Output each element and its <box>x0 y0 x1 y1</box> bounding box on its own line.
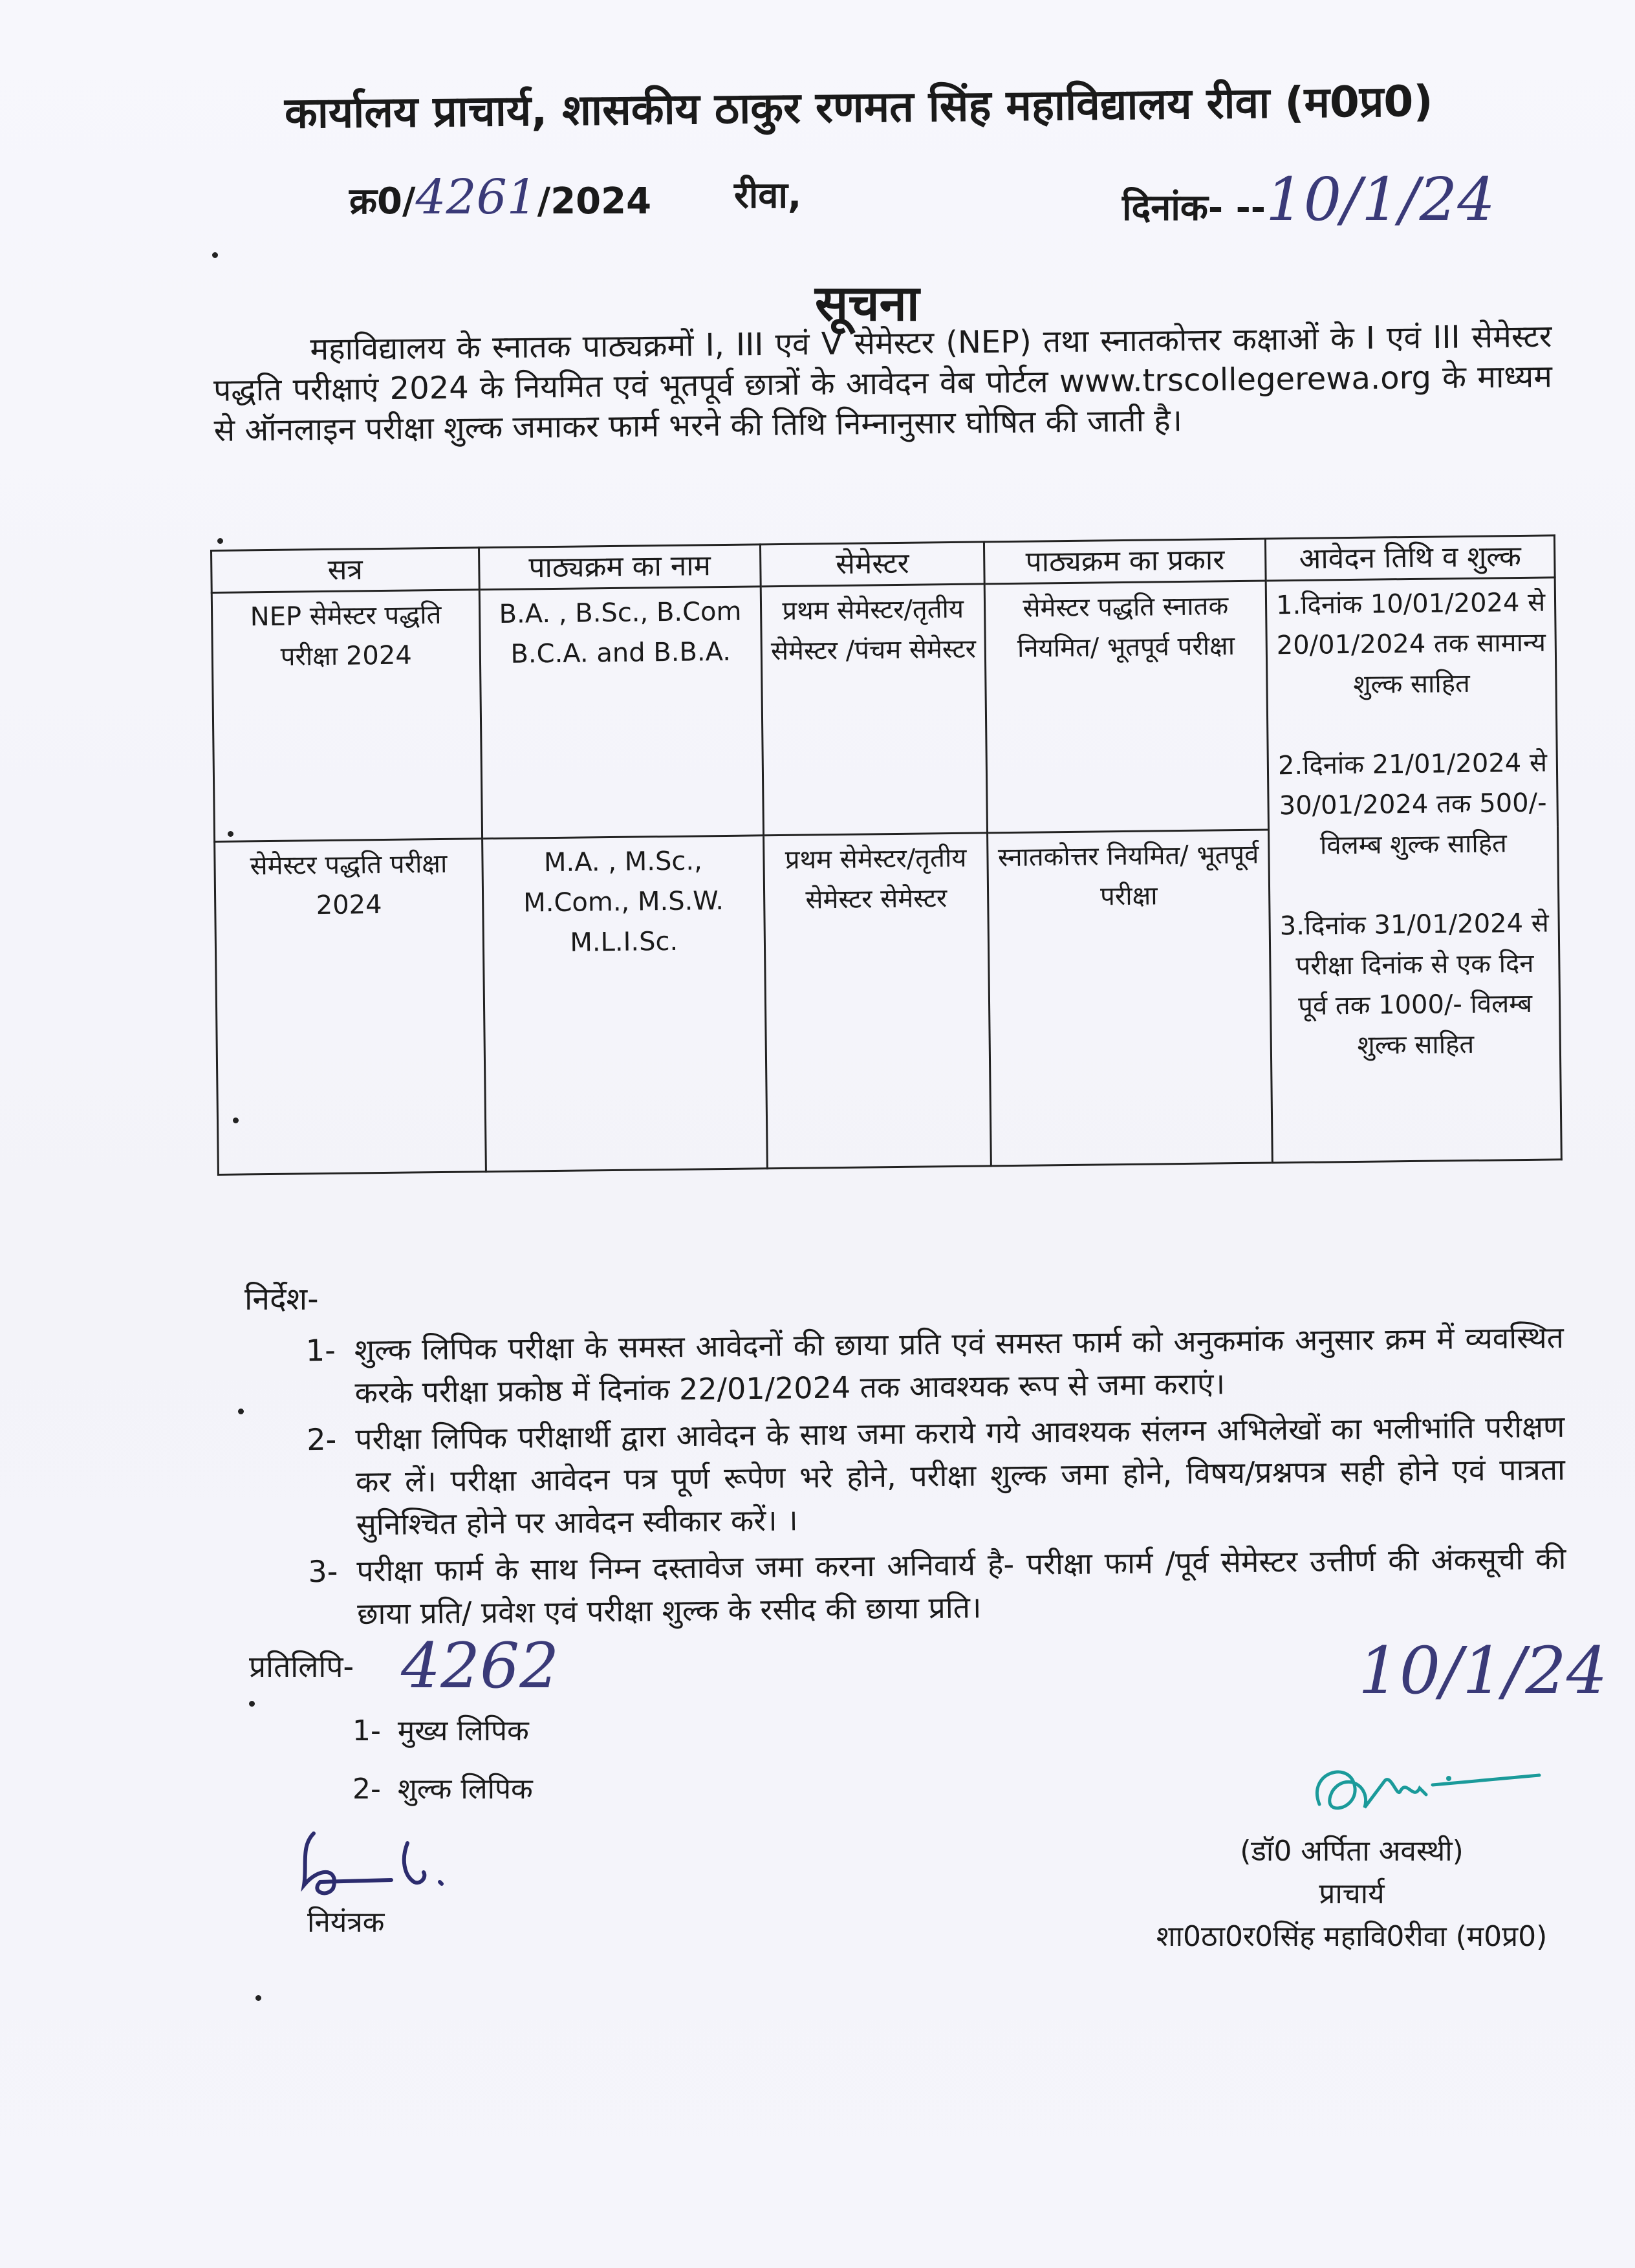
table-row <box>211 578 1557 842</box>
directive-number: 2- <box>307 1421 337 1458</box>
schedule-table <box>210 534 1563 1176</box>
principal-block <box>1145 1830 1559 1958</box>
copy-recipients <box>352 1702 533 1819</box>
directive-text: परीक्षा फार्म के साथ निम्न दस्तावेज जमा करना अनिवार्य है- परीक्षा फार्म /पूर्व सेमेस्टर उत्तीर्ण की अंकसूची की छाया प्रति/ प्रवेश एवं परीक्षा शुल्क के रसीद की छाया प्रति। <box>356 1540 1566 1632</box>
punch-mark <box>228 831 233 837</box>
reference-number <box>349 169 651 225</box>
cell-semester: प्रथम सेमेस्टर/तृतीय सेमेस्टर सेमेस्टर <box>764 833 991 1169</box>
controller-signature <box>294 1820 514 1905</box>
cell-session: NEP सेमेस्टर पद्धति परीक्षा 2024 <box>211 590 482 842</box>
date-label: दिनांक- -- <box>1122 187 1266 229</box>
directive-item <box>308 1537 1566 1636</box>
place: रीवा, <box>734 175 802 217</box>
deadline-item: 3.दिनांक 31/01/2024 से परीक्षा दिनांक से एक दिन पूर्व तक 1000/- विलम्ब शुल्क साहित <box>1279 908 1550 1061</box>
directive-number: 3- <box>308 1553 338 1590</box>
list-item <box>352 1702 533 1760</box>
reference-handwritten: 4261 <box>415 169 537 225</box>
cell-course: M.A. , M.Sc., M.Com., M.S.W. M.L.I.Sc. <box>482 836 767 1172</box>
copy-number-handwritten: 4262 <box>401 1630 559 1702</box>
principal-designation: प्राचार्य <box>1319 1877 1385 1910</box>
deadline-item: 1.दिनांक 10/01/2024 से 20/01/2024 तक सामान्य शुल्क साहित <box>1275 587 1546 700</box>
directive-text: शुल्क लिपिक परीक्षा के समस्त आवेदनों की छाया प्रति एवं समस्त फार्म को अनुकमांक अनुसार क्रम में व्यवस्थित करके परीक्षा प्रकोष्ठ में दिनांक 22/01/2024 तक आवश्यक रूप से जमा कराएं। <box>354 1319 1565 1410</box>
reference-suffix: /2024 <box>537 180 652 222</box>
reference-prefix: क्र0/ <box>349 180 416 222</box>
punch-mark <box>212 252 218 258</box>
office-title: कार्यालय प्राचार्य, शासकीय ठाकुर रणमत सिंह महाविद्यालय रीवा (म0प्र0) <box>284 76 1433 138</box>
directives-title: निर्देश- <box>244 1281 319 1317</box>
cell-course: B.A. , B.Sc., B.Com B.C.A. and B.B.A. <box>479 587 763 839</box>
recipient-number: 1- <box>352 1714 381 1747</box>
date-line <box>1122 165 1495 234</box>
punch-mark <box>255 1995 261 2001</box>
directive-number: 1- <box>305 1332 336 1368</box>
directives-list <box>306 1316 1567 1639</box>
column-header-date-fee: आवेदन तिथि व शुल्क <box>1266 535 1555 581</box>
directive-text: परीक्षा लिपिक परीक्षार्थी द्वारा आवेदन के साथ जमा कराये गये आवश्यक संलग्न अभिलेखों का भलीभांति परीक्षण कर लें। परीक्षा आवेदन पत्र पूर्ण रूपेण भरे होने, परीक्षा शुल्क जमा होने, विषय/प्रश्नपत्र सही होने एवं पात्रता सुनिश्चित होने पर आवेदन स्वीकार करें। । <box>355 1409 1566 1542</box>
cell-semester: प्रथम सेमेस्टर/तृतीय सेमेस्टर /पंचम सेमेस्टर <box>761 584 988 836</box>
cell-course-type: स्नातकोत्तर नियमित/ भूतपूर्व परीक्षा <box>988 830 1273 1166</box>
directive-item <box>307 1405 1566 1546</box>
principal-signature <box>1294 1746 1552 1837</box>
list-item <box>352 1760 533 1819</box>
punch-mark <box>238 1409 244 1414</box>
cell-deadlines <box>1266 578 1561 1163</box>
recipient-number: 2- <box>352 1773 381 1806</box>
deadline-item: 2.दिनांक 21/01/2024 से 30/01/2024 तक 500/- विलम्ब शुल्क साहित <box>1277 748 1548 861</box>
punch-mark <box>249 1701 255 1707</box>
directive-item <box>306 1316 1565 1414</box>
cell-session: सेमेस्टर पद्धति परीक्षा 2024 <box>215 839 486 1175</box>
intro-paragraph: महाविद्यालय के स्नातक पाठ्यक्रमों I, III एवं V सेमेस्टर (NEP) तथा स्नातकोत्तर कक्षाओं के I एवं III सेमेस्टर पद्धति परीक्षाएं 2024 के नियमित एवं भूतपूर्व छात्रों के आवेदन वेब पोर्टल www.trscollegerewa.org के माध्यम से ऑनलाइन परीक्षा शुल्क जमाकर फार्म भरने की तिथि निम्नानुसार घोषित की जाती है। <box>213 318 1553 449</box>
principal-name: (डॉ0 अर्पिता अवस्थी) <box>1240 1835 1464 1868</box>
punch-mark <box>233 1118 239 1123</box>
principal-institution: शा0ठा0र0सिंह महावि0रीवा (म0प्र0) <box>1156 1920 1548 1953</box>
cell-course-type: सेमेस्टर पद्धति स्नातक नियमित/ भूतपूर्व परीक्षा <box>985 581 1269 833</box>
column-header-course: पाठ्यक्रम का नाम <box>479 545 761 590</box>
recipient-name: शुल्क लिपिक <box>397 1773 533 1806</box>
signature-date-handwritten: 10/1/24 <box>1358 1633 1608 1709</box>
schedule-table-wrapper <box>210 534 1563 1176</box>
column-header-session: सत्र <box>211 548 480 593</box>
punch-mark <box>217 538 223 544</box>
date-handwritten: 10/1/24 <box>1266 165 1495 234</box>
column-header-course-type: पाठ्यक्रम का प्रकार <box>984 539 1266 584</box>
notice-title: सूचना <box>815 274 920 332</box>
recipient-name: मुख्य लिपिक <box>397 1714 529 1747</box>
controller-label: नियंत्रक <box>307 1906 385 1939</box>
column-header-semester: सेमेस्टर <box>760 542 984 587</box>
copy-label: प्रतिलिपि- <box>249 1649 354 1684</box>
